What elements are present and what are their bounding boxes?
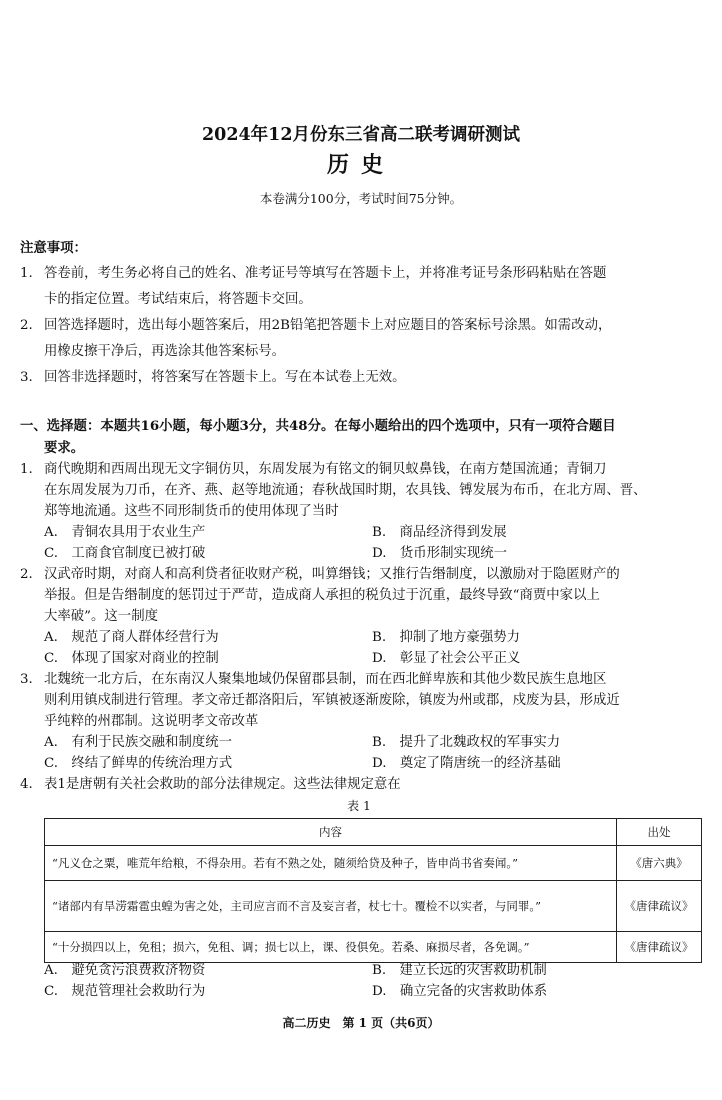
option-c: C. 工商食官制度已被打破 xyxy=(44,546,206,561)
notice-line: 回答非选择题时，将答案写在答题卡上。写在本试卷上无效。 xyxy=(44,370,406,385)
table-cell-content: “凡义仓之粟，唯荒年给粮，不得杂用。若有不熟之处，随须给贷及种子，皆申尚书省奏闻。” xyxy=(45,846,617,881)
table-cell-content: “诸部内有旱涝霜雹虫蝗为害之处，主司应言而不言及妄言者，杖七十。覆检不以实者，与同罪。” xyxy=(45,881,617,932)
exam-title: 2024年12月份东三省高二联考调研测试 xyxy=(201,125,521,145)
question-stem: 汉武帝时期，对商人和高利贷者征收财产税，叫算缗钱；又推行告缗制度，以激励对于隐匿财产的 xyxy=(44,567,620,582)
notice-line: 用橡皮擦干净后，再选涂其他答案标号。 xyxy=(44,344,286,359)
table-row xyxy=(45,881,702,932)
question-stem: 郑等地流通。这些不同形制货币的使用体现了当时 xyxy=(44,504,339,519)
question-number: 3. xyxy=(20,672,33,687)
question-stem: 表1是唐朝有关社会救助的部分法律规定。这些法律规定意在 xyxy=(44,777,401,792)
question-stem: 则利用镇戍制进行管理。孝文帝迁都洛阳后，军镇被逐渐废除，镇废为州或郡，戍废为县，形成近 xyxy=(44,693,620,708)
question-stem: 在东周发展为刀币，在齐、燕、赵等地流通；春秋战国时期，农具钱、镈发展为布币，在北方周、晋、 xyxy=(44,483,647,498)
option-d: D. 货币形制实现统一 xyxy=(372,546,508,561)
question-stem: 举报。但是告缗制度的惩罚过于严苛，造成商人承担的税负过于沉重，最终导致“商贾中家以上 xyxy=(44,588,600,603)
table-cell-content: “十分损四以上，免租；损六，免租、调；损七以上，课、役俱免。若桑、麻损尽者，各免调。” xyxy=(45,932,617,963)
question-number: 4. xyxy=(20,777,33,792)
option-a: A. 青铜农具用于农业生产 xyxy=(44,525,206,540)
page-footer: 高二历史 第 1 页（共6页） xyxy=(282,1016,440,1030)
option-d: D. 彰显了社会公平正义 xyxy=(372,651,521,666)
question-stem: 乎纯粹的州郡制。这说明孝文帝改革 xyxy=(44,714,259,729)
option-b: B. 商品经济得到发展 xyxy=(372,525,507,540)
option-a: A. 避免贪污浪费救济物资 xyxy=(44,963,206,978)
option-c: C. 体现了国家对商业的控制 xyxy=(44,651,219,666)
notice-number: 3. xyxy=(20,370,33,385)
exam-info: 本卷满分100分，考试时间75分钟。 xyxy=(259,191,463,206)
option-a: A. 规范了商人群体经营行为 xyxy=(44,630,219,645)
question-stem: 商代晚期和西周出现无文字铜仿贝，东周发展为有铭文的铜贝蚁鼻钱，在南方楚国流通；青铜刀 xyxy=(44,462,607,477)
notice-line: 卡的指定位置。考试结束后，将答题卡交回。 xyxy=(44,292,312,307)
notice-line: 答卷前，考生务必将自己的姓名、准考证号等填写在答题卡上，并将准考证号条形码粘贴在答题 xyxy=(44,266,607,281)
notice-line: 回答选择题时，选出每小题答案后，用2B铅笔把答题卡上对应题目的答案标号涂黑。如需改动， xyxy=(44,318,612,333)
table-row xyxy=(45,846,702,881)
table-cell-source: 《唐律疏议》 xyxy=(617,932,702,963)
table-row xyxy=(45,932,702,963)
option-c: C. 规范管理社会救助行为 xyxy=(44,984,206,999)
question-number: 1. xyxy=(20,462,33,477)
table-cell-source: 《唐六典》 xyxy=(617,846,702,881)
question-stem: 北魏统一北方后，在东南汉人聚集地域仍保留郡县制，而在西北鲜卑族和其他少数民族生息地区 xyxy=(44,672,607,687)
table-header-row xyxy=(45,819,702,846)
table-caption: 表1 xyxy=(347,799,375,813)
section-heading: 一、选择题：本题共16小题，每小题3分，共48分。在每小题给出的四个选项中，只有一项符合题目 xyxy=(20,418,616,434)
question-stem: 大率破”。这一制度 xyxy=(44,609,158,624)
option-c: C. 终结了鲜卑的传统治理方式 xyxy=(44,756,233,771)
table-cell-source: 《唐律疏议》 xyxy=(617,881,702,932)
notice-number: 2. xyxy=(20,318,33,333)
section-heading-cont: 要求。 xyxy=(44,440,85,456)
option-a: A. 有利于民族交融和制度统一 xyxy=(44,735,233,750)
option-d: D. 奠定了隋唐统一的经济基础 xyxy=(372,756,561,771)
option-b: B. 建立长远的灾害救助机制 xyxy=(372,963,547,978)
notice-number: 1. xyxy=(20,266,33,281)
option-b: B. 提升了北魏政权的军事实力 xyxy=(372,735,561,750)
option-b: B. 抑制了地方豪强势力 xyxy=(372,630,521,645)
table-header-content: 内容 xyxy=(45,819,617,846)
relief-law-table xyxy=(44,818,702,963)
subject-title: 历史 xyxy=(326,152,395,178)
option-d: D. 确立完备的灾害救助体系 xyxy=(372,984,548,999)
table-header-source: 出处 xyxy=(617,819,702,846)
question-number: 2. xyxy=(20,567,33,582)
notice-heading: 注意事项： xyxy=(20,240,87,256)
